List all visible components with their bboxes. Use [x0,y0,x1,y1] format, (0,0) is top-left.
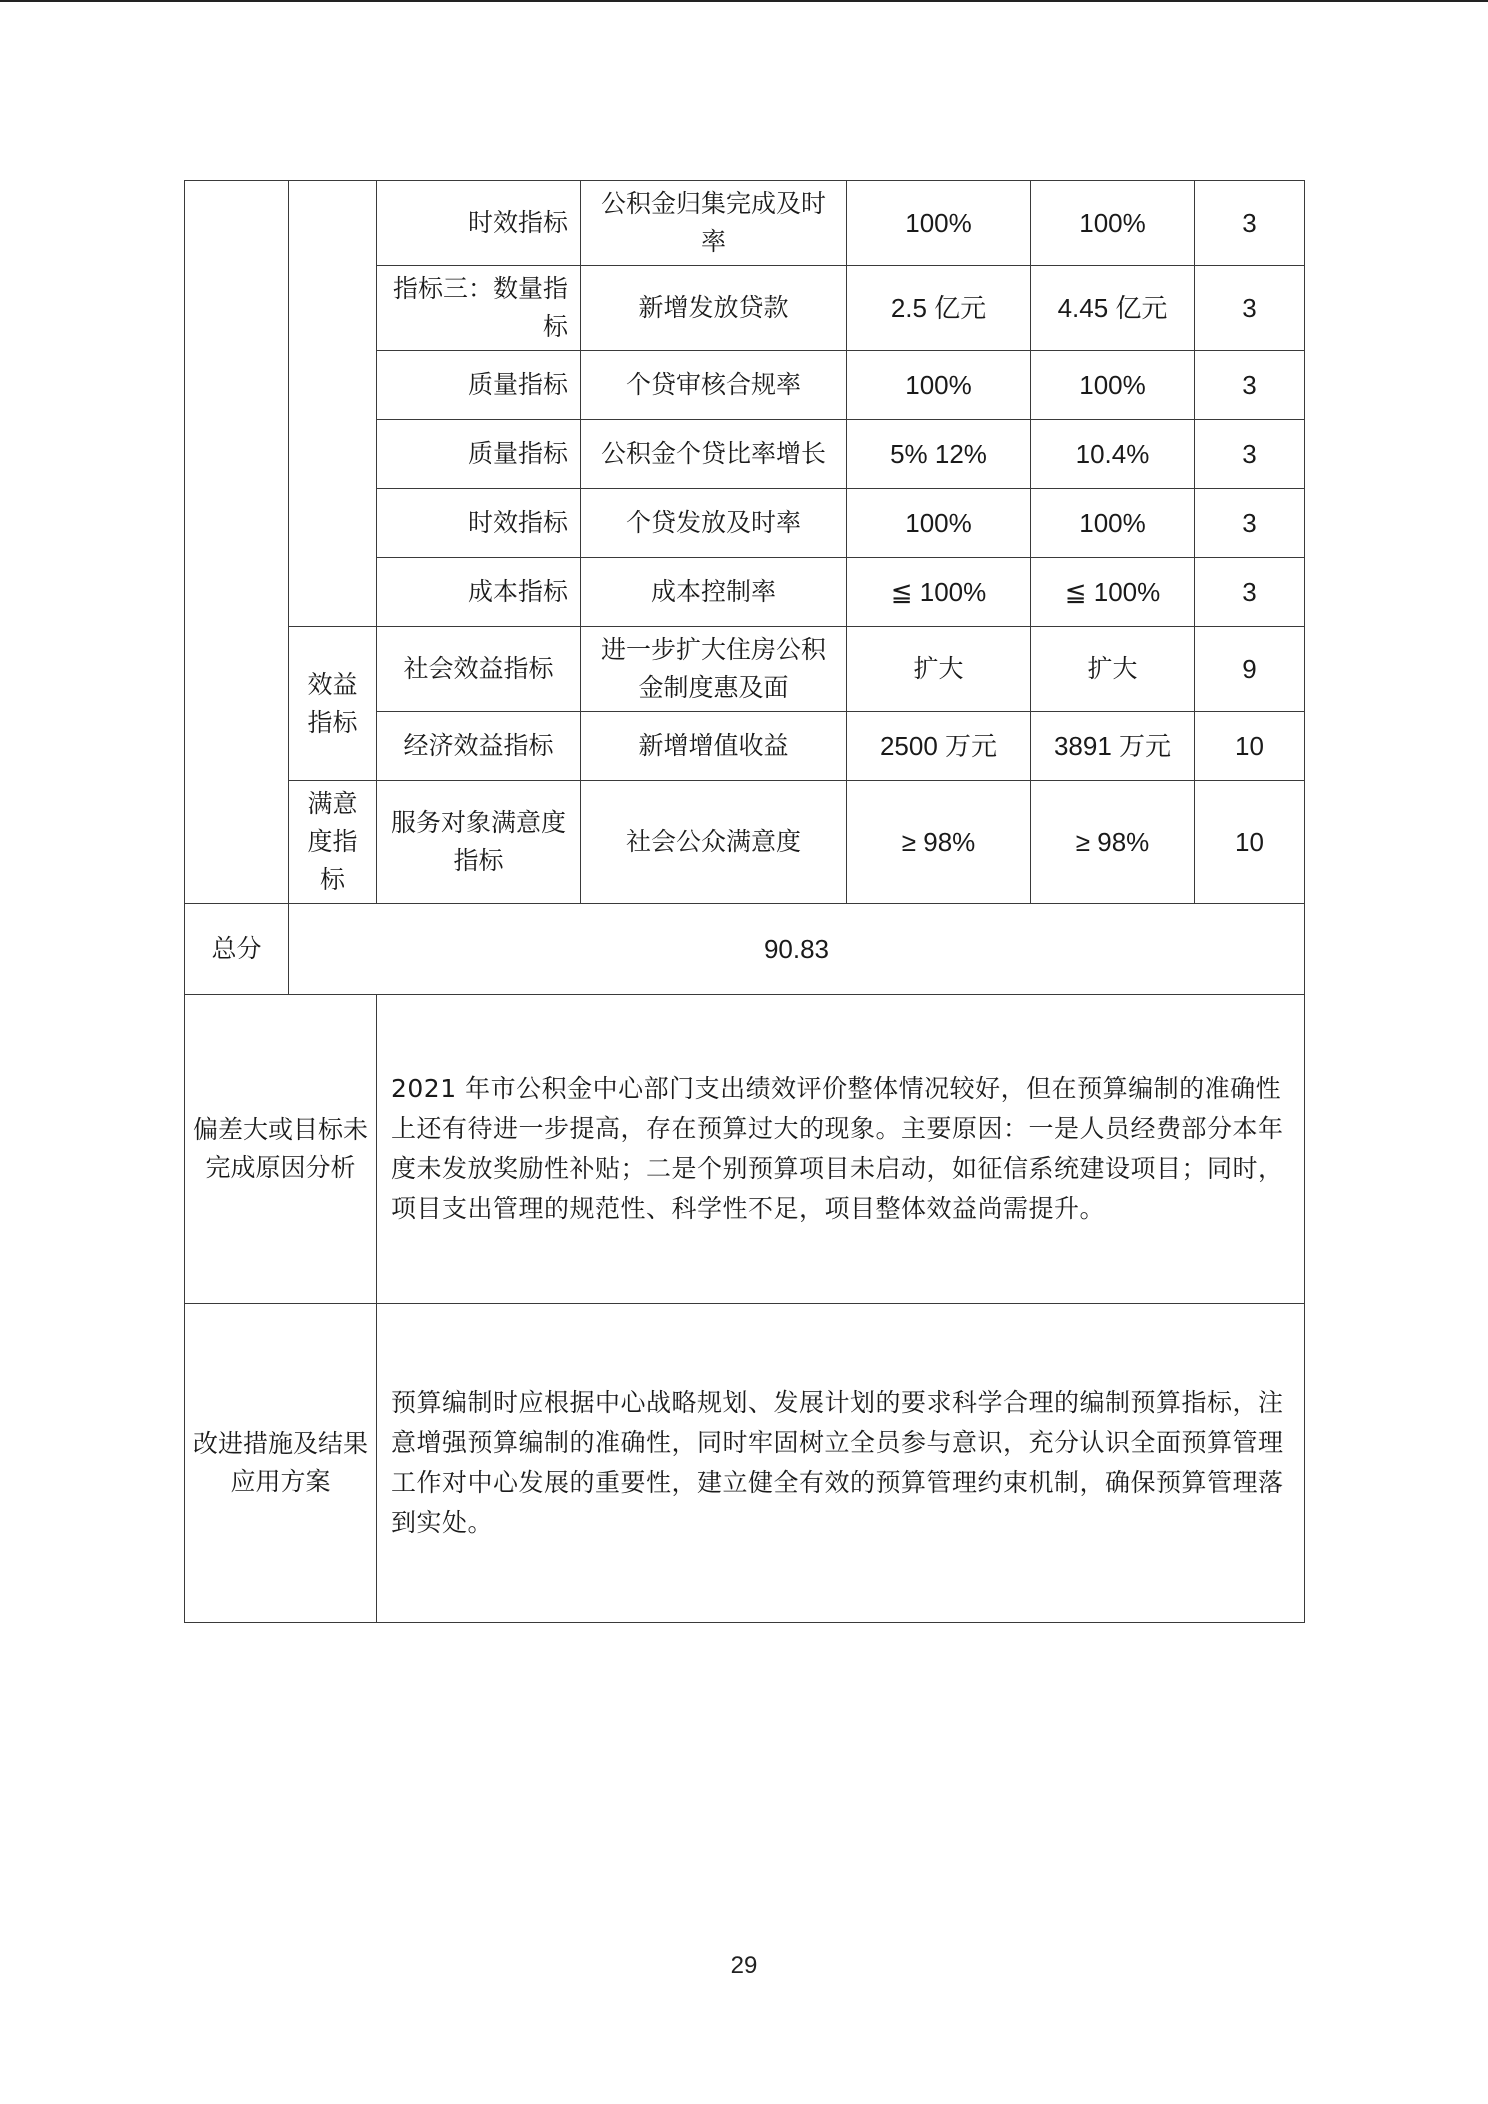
content-cell: 社会公众满意度 [581,781,847,904]
target-cell: 5% 12% [847,420,1031,489]
actual-cell: 100% [1031,181,1195,266]
content-cell: 个贷发放及时率 [581,489,847,558]
performance-evaluation-table [184,180,1305,1623]
indicator-cell: 社会效益指标 [377,627,581,712]
output-category-cell [289,181,377,627]
total-value: 90.83 [289,904,1305,995]
content-cell: 个贷审核合规率 [581,351,847,420]
page-number: 29 [730,1952,758,1979]
actual-cell: 100% [1031,489,1195,558]
indicator-cell: 成本指标 [377,558,581,627]
content-cell: 公积金归集完成及时率 [581,181,847,266]
actual-cell: 3891 万元 [1031,712,1195,781]
content-cell: 成本控制率 [581,558,847,627]
indicator-cell: 质量指标 [377,420,581,489]
indicator-cell: 时效指标 [377,489,581,558]
actual-cell: 100% [1031,351,1195,420]
score-cell: 3 [1195,420,1305,489]
total-label: 总分 [185,904,289,995]
satisfaction-category-cell: 满意度指标 [289,781,377,904]
benefit-category-cell: 效益指标 [289,627,377,781]
content-cell: 新增发放贷款 [581,266,847,351]
actual-cell: 4.45 亿元 [1031,266,1195,351]
score-cell: 3 [1195,351,1305,420]
indicator-cell: 时效指标 [377,181,581,266]
table-row [185,781,1305,904]
deviation-text: 2021 年市公积金中心部门支出绩效评价整体情况较好，但在预算编制的准确性上还有待进一步提高，存在预算过大的现象。主要原因：一是人员经费部分本年度未发放奖励性补贴；二是个别预算项目未启动，如征信系统建设项目；同时，项目支出管理的规范性、科学性不足，项目整体效益尚需提升。 [377,995,1305,1304]
table-row [185,181,1305,266]
indicator-cell: 指标三：数量指标 [377,266,581,351]
deviation-row [185,995,1305,1304]
target-cell: ≥ 98% [847,781,1031,904]
target-cell: 2500 万元 [847,712,1031,781]
indicator-cell: 服务对象满意度指标 [377,781,581,904]
actual-cell: ≥ 98% [1031,781,1195,904]
score-cell: 9 [1195,627,1305,712]
improvement-row [185,1304,1305,1623]
indicator-cell: 经济效益指标 [377,712,581,781]
content-cell: 新增增值收益 [581,712,847,781]
content-cell: 进一步扩大住房公积金制度惠及面 [581,627,847,712]
score-cell: 10 [1195,781,1305,904]
actual-cell: 10.4% [1031,420,1195,489]
target-cell: ≦ 100% [847,558,1031,627]
target-cell: 100% [847,181,1031,266]
table-row [185,627,1305,712]
improvement-text: 预算编制时应根据中心战略规划、发展计划的要求科学合理的编制预算指标，注意增强预算编制的准确性，同时牢固树立全员参与意识，充分认识全面预算管理工作对中心发展的重要性，建立健全有效的预算管理约束机制，确保预算管理落到实处。 [377,1304,1305,1623]
target-cell: 扩大 [847,627,1031,712]
page-top-rule [0,0,1488,2]
actual-cell: ≦ 100% [1031,558,1195,627]
actual-cell: 扩大 [1031,627,1195,712]
target-cell: 100% [847,351,1031,420]
deviation-label: 偏差大或目标未完成原因分析 [185,995,377,1304]
score-cell: 3 [1195,489,1305,558]
target-cell: 2.5 亿元 [847,266,1031,351]
target-cell: 100% [847,489,1031,558]
score-cell: 10 [1195,712,1305,781]
indicator-cell: 质量指标 [377,351,581,420]
score-cell: 3 [1195,181,1305,266]
outer-category-cell [185,181,289,904]
improvement-label: 改进措施及结果应用方案 [185,1304,377,1623]
total-row [185,904,1305,995]
score-cell: 3 [1195,266,1305,351]
content-cell: 公积金个贷比率增长 [581,420,847,489]
score-cell: 3 [1195,558,1305,627]
